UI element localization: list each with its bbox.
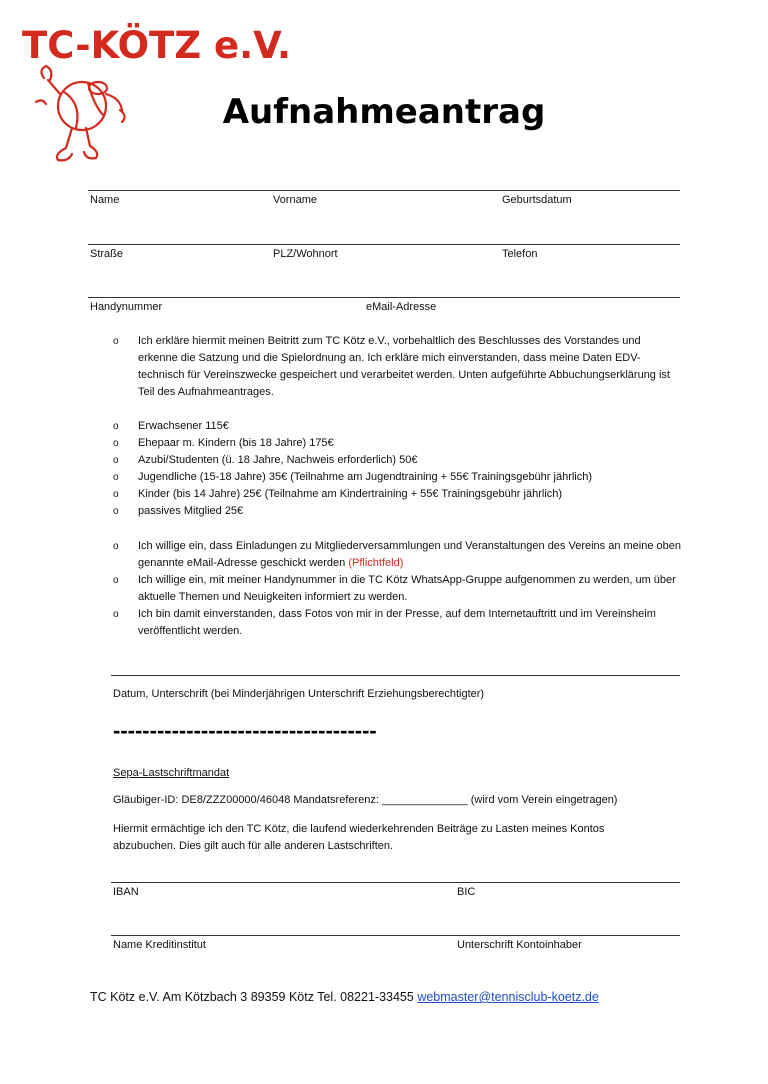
- bullet-icon: o: [113, 336, 119, 347]
- signature-label: Datum, Unterschrift (bei Minderjährigen Unterschrift Erziehungsberechtigter): [113, 688, 485, 700]
- fee-option[interactable]: o Jugendliche (15-18 Jahre) 35€ (Teilnahme am Jugendtraining + 55€ Trainingsgebühr jährlich): [113, 469, 683, 486]
- consent-list: [113, 538, 683, 640]
- fee-option[interactable]: o Kinder (bis 14 Jahre) 25€ (Teilnahme am Kindertraining + 55€ Trainingsgebühr jährlich): [113, 486, 683, 503]
- declaration-text: Ich erkläre hiermit meinen Beitritt zum TC Kötz e.V., vorbehaltlich des Beschlusses des Vorstandes und erkenne die Satzung und die Spielordnung an. Ich erkläre mich einverstanden, dass meine Daten EDV-technisch für Vereinszwecke gespeichert und verarbeitet werden. Unten aufgeführte Abbuchungserklärung ist Teil des Aufnahmeantrages.: [138, 335, 670, 398]
- consent-whatsapp-option[interactable]: [113, 572, 683, 606]
- fee-option[interactable]: o Ehepaar m. Kindern (bis 18 Jahre) 175€: [113, 435, 683, 452]
- form-line: [88, 244, 680, 245]
- bullet-icon: o: [113, 609, 119, 620]
- fee-list: [113, 418, 683, 520]
- club-logo-text: TC-KÖTZ e.V.: [22, 24, 292, 67]
- fee-option[interactable]: o Azubi/Studenten (ü. 18 Jahre, Nachweis erforderlich) 50€: [113, 452, 683, 469]
- footer-email-link[interactable]: webmaster@tennisclub-koetz.de: [417, 990, 599, 1004]
- bullet-icon: o: [113, 455, 119, 466]
- required-field-note: (Pflichtfeld): [348, 557, 404, 569]
- declaration-block: [113, 333, 683, 401]
- bullet-icon: o: [113, 489, 119, 500]
- consent-photos-option[interactable]: [113, 606, 683, 640]
- email-field-label: eMail-Adresse: [366, 301, 437, 313]
- consent-photos-text: Ich bin damit einverstanden, dass Fotos von mir in der Presse, auf dem Internetauftritt und im Vereinsheim veröffentlicht werden.: [138, 608, 656, 637]
- form-line: [88, 190, 680, 191]
- form-line: [88, 297, 680, 298]
- footer: [90, 990, 599, 1004]
- kreditinstitut-field-label: Name Kreditinstitut: [113, 939, 206, 951]
- consent-email-text: Ich willige ein, dass Einladungen zu Mitgliederversammlungen und Veranstaltungen des Vereins an meine oben genannte eMail-Adresse geschickt werden: [138, 540, 682, 569]
- iban-field-label: IBAN: [113, 886, 139, 898]
- bic-field-label: BIC: [457, 886, 476, 898]
- fee-option[interactable]: o passives Mitglied 25€: [113, 503, 683, 520]
- fee-option[interactable]: o Erwachsener 115€: [113, 418, 683, 435]
- document-title: Aufnahmeantrag: [222, 92, 546, 132]
- bullet-icon: o: [113, 575, 119, 586]
- telefon-field-label: Telefon: [502, 248, 538, 260]
- plz-field-label: PLZ/Wohnort: [273, 248, 338, 260]
- geburtsdatum-field-label: Geburtsdatum: [502, 194, 572, 206]
- sepa-heading: Sepa-Lastschriftmandat: [113, 767, 230, 779]
- declaration-item: [113, 333, 683, 401]
- bullet-icon: o: [113, 506, 119, 517]
- bullet-icon: o: [113, 541, 119, 552]
- form-line: [111, 935, 680, 936]
- name-field-label: Name: [90, 194, 120, 206]
- bullet-icon: o: [113, 438, 119, 449]
- glaeubiger-id-text: Gläubiger-ID: DE8/ZZZ00000/46048 Mandatsreferenz: ______________ (wird vom Verein eingetragen): [113, 794, 618, 806]
- bullet-icon: o: [113, 421, 119, 432]
- form-line: [111, 882, 680, 883]
- kontoinhaber-field-label: Unterschrift Kontoinhaber: [457, 939, 582, 951]
- handy-field-label: Handynummer: [90, 301, 163, 313]
- signature-dash-line: ------------------------------------: [113, 718, 377, 738]
- strasse-field-label: Straße: [90, 248, 124, 260]
- footer-address: TC Kötz e.V. Am Kötzbach 3 89359 Kötz Tel. 08221-33455: [90, 990, 418, 1004]
- vorname-field-label: Vorname: [273, 194, 318, 206]
- consent-whatsapp-text: Ich willige ein, mit meiner Handynummer in die TC Kötz WhatsApp-Gruppe aufgenommen zu werden, um über aktuelle Themen und Neuigkeiten informiert zu werden.: [138, 574, 676, 603]
- sepa-authorization-text: Hiermit ermächtige ich den TC Kötz, die laufend wiederkehrenden Beiträge zu Lasten meines Kontos abzubuchen. Dies gilt auch für alle anderen Lastschriften.: [113, 823, 605, 852]
- signature-line: [111, 675, 680, 676]
- consent-email-option[interactable]: [113, 538, 683, 572]
- bullet-icon: o: [113, 472, 119, 483]
